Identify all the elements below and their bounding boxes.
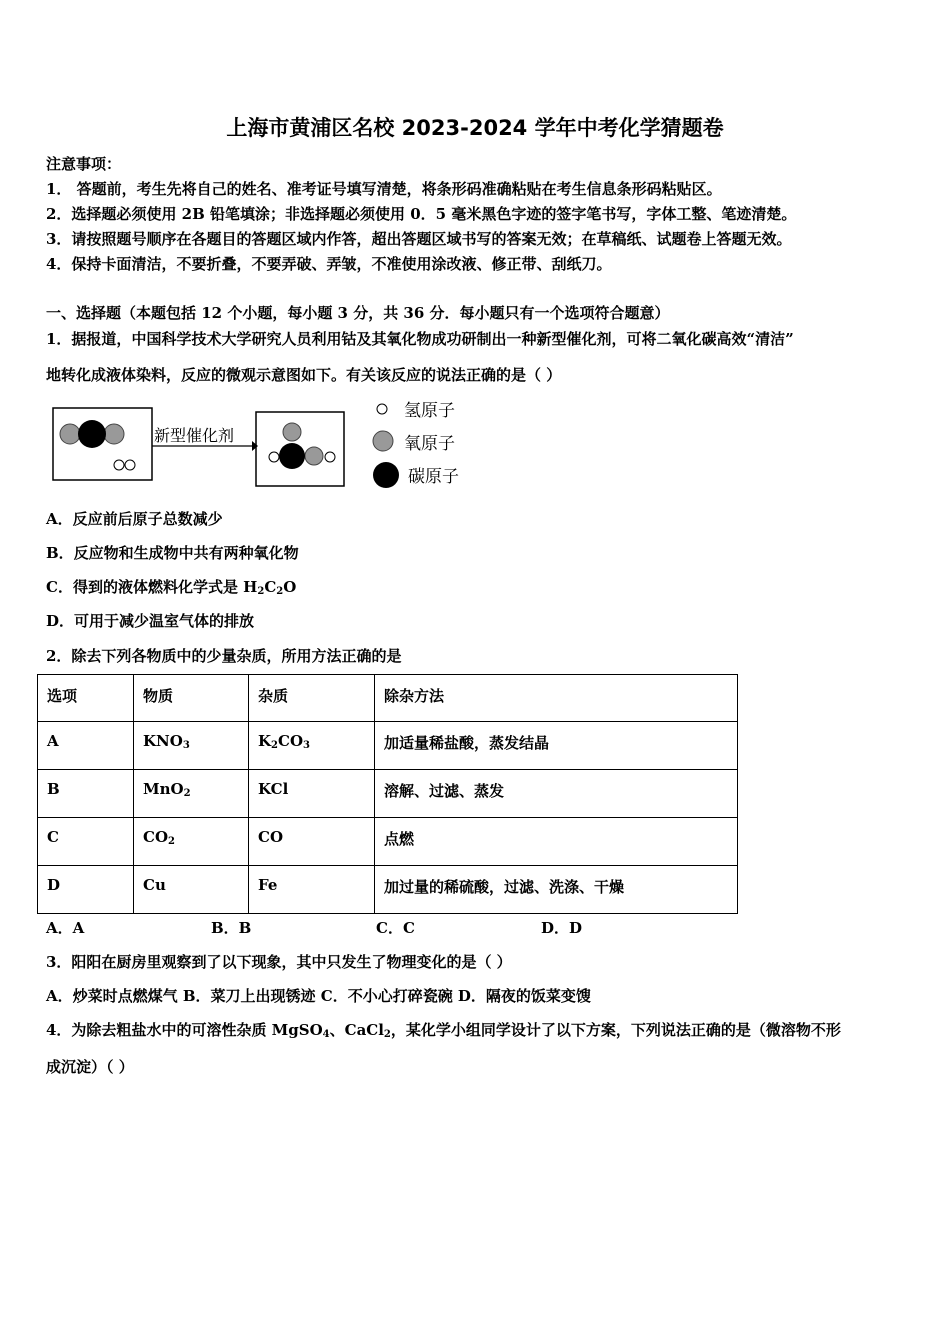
header-substance: 物质	[134, 675, 249, 722]
hydrogen-atom	[325, 452, 335, 462]
q3-options: A．炒菜时点燃煤气 B．菜刀上出现锈迹 C．不小心打碎瓷碗 D．隔夜的饭菜变馊	[46, 987, 591, 1005]
page-title: 上海市黄浦区名校 2023-2024 学年中考化学猜题卷	[226, 116, 724, 140]
table-cell: $K_2CO_3$	[249, 722, 375, 770]
table-row	[38, 818, 738, 866]
q2-answer-d: D．D	[541, 919, 583, 937]
table-cell: KCl	[249, 770, 375, 818]
notice-item-4: 4．保持卡面清洁，不要折叠，不要弄破、弄皱，不准使用涂改液、修正带、刮纸刀。	[46, 255, 612, 273]
q2-stem: 2．除去下列各物质中的少量杂质，所用方法正确的是	[46, 647, 402, 665]
oxygen-atom	[104, 424, 124, 444]
table-cell: C	[38, 818, 134, 866]
q1-option-b: B．反应物和生成物中共有两种氧化物	[46, 544, 299, 562]
table-cell: 加适量稀盐酸，蒸发结晶	[375, 722, 738, 770]
q1-option-d: D．可用于减少温室气体的排放	[46, 612, 255, 630]
arrow-head-icon	[252, 441, 258, 451]
carbon-atom	[78, 420, 106, 448]
table-cell: B	[38, 770, 134, 818]
section-heading: 一、选择题（本题包括 12 个小题，每小题 3 分，共 36 分．每小题只有一个选项符合题意）	[46, 304, 670, 322]
table-header-row	[38, 675, 738, 722]
notice-heading: 注意事项：	[46, 155, 122, 173]
q4-stem-line2: 成沉淀）（ ）	[46, 1058, 134, 1076]
q3-stem: 3．阳阳在厨房里观察到了以下现象，其中只发生了物理变化的是（ ）	[46, 953, 512, 971]
reaction-diagram	[52, 396, 482, 492]
q4-stem-line1: 4．为除去粗盐水中的可溶性杂质 MgSO$_4$、CaCl$_2$，某化学小组同学设计了以下方案，下列说法正确的是（微溶物不形	[46, 1021, 841, 1040]
table-cell: Fe	[249, 866, 375, 914]
hydrogen-atom	[269, 452, 279, 462]
notice-item-2: 2．选择题必须使用 2B 铅笔填涂；非选择题必须使用 0．5 毫米黑色字迹的签字笔书写，字体工整、笔迹清楚。	[46, 205, 797, 223]
table-cell: $KNO_3$	[134, 722, 249, 770]
legend-carbon-label: 碳原子	[408, 467, 459, 487]
table-row	[38, 770, 738, 818]
table-cell: A	[38, 722, 134, 770]
legend-hydrogen-label: 氢原子	[404, 401, 455, 421]
table-cell: 溶解、过滤、蒸发	[375, 770, 738, 818]
notice-item-1: 1． 答题前，考生先将自己的姓名、准考证号填写清楚，将条形码准确粘贴在考生信息条形码粘贴区。	[46, 180, 722, 198]
table-row	[38, 866, 738, 914]
q2-answer-b: B．B	[211, 919, 252, 937]
table-cell: 点燃	[375, 818, 738, 866]
header-option: 选项	[38, 675, 134, 722]
q2-answer-c: C．C	[376, 919, 415, 937]
oxygen-atom	[60, 424, 80, 444]
q2-answer-a: A．A	[46, 919, 85, 937]
hydrogen-atom	[125, 460, 135, 470]
header-method: 除杂方法	[375, 675, 738, 722]
oxygen-atom	[305, 447, 323, 465]
oxygen-atom	[283, 423, 301, 441]
table-cell: $CO_2$	[134, 818, 249, 866]
header-impurity: 杂质	[249, 675, 375, 722]
impurity-table	[37, 674, 738, 914]
table-cell: MnO$_2$	[134, 770, 249, 818]
carbon-atom	[279, 443, 305, 469]
notice-item-3: 3．请按照题号顺序在各题目的答题区域内作答，超出答题区域书写的答案无效；在草稿纸、试题卷上答题无效。	[46, 230, 792, 248]
legend-carbon-icon	[373, 462, 399, 488]
legend-oxygen-label: 氧原子	[404, 434, 455, 454]
q1-stem-line2: 地转化成液体染料，反应的微观示意图如下。有关该反应的说法正确的是（ ）	[46, 366, 562, 384]
table-row	[38, 722, 738, 770]
table-cell: 加过量的稀硫酸，过滤、洗涤、干燥	[375, 866, 738, 914]
table-cell: CO	[249, 818, 375, 866]
q1-option-a: A．反应前后原子总数减少	[46, 510, 223, 528]
hydrogen-atom	[114, 460, 124, 470]
legend-hydrogen-icon	[377, 404, 387, 414]
q1-stem-line1: 1．据报道，中国科学技术大学研究人员利用钴及其氧化物成功研制出一种新型催化剂，可将二氧化碳高效“清洁”	[46, 330, 794, 348]
legend-oxygen-icon	[373, 431, 393, 451]
q1-option-c: C．得到的液体燃料化学式是 $H_2C_2O$	[46, 578, 297, 597]
catalyst-label: 新型催化剂	[154, 426, 235, 445]
table-cell: D	[38, 866, 134, 914]
table-cell: Cu	[134, 866, 249, 914]
